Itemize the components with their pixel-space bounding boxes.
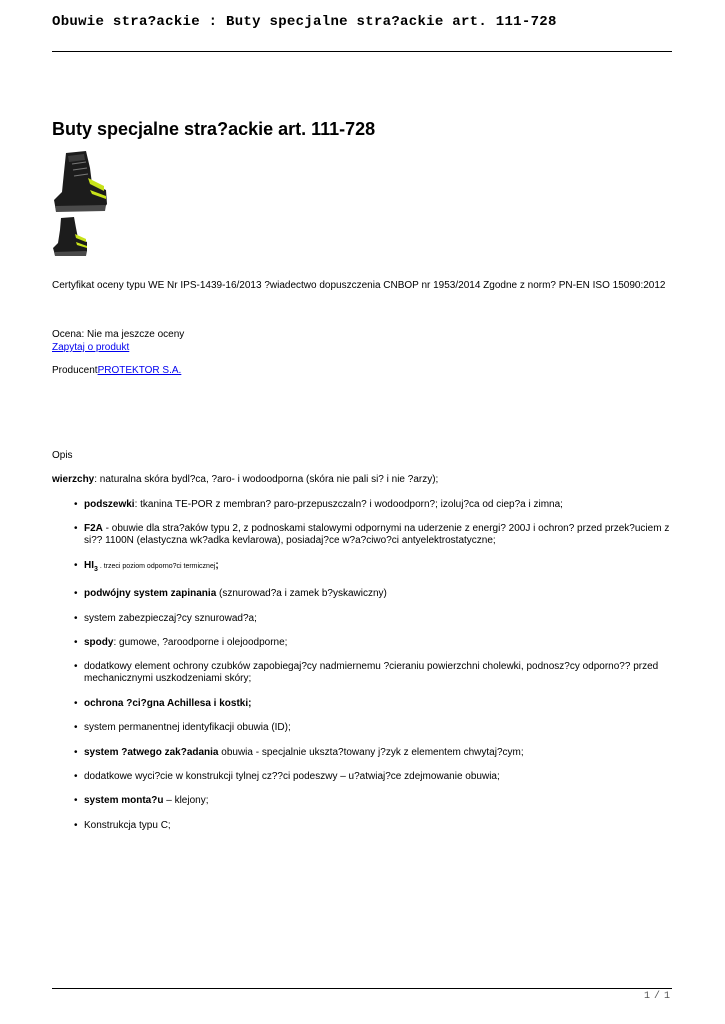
list-item: • Konstrukcja typu C; <box>52 820 677 832</box>
producer-label: Producent <box>52 365 98 376</box>
page-separator: / <box>653 991 660 1002</box>
footer-divider <box>52 988 672 989</box>
description-heading: Opis <box>52 450 73 461</box>
certificates-text: Certyfikat oceny typu WE Nr IPS-1439-16/2013 ?wiadectwo dopuszczenia CNBOP nr 1953/2014 Zgodne z norm? PN-EN ISO 15090:2012 <box>52 280 666 291</box>
rating-text: Ocena: Nie ma jeszcze oceny <box>52 329 185 340</box>
boot-icon <box>53 217 87 256</box>
current-page: 1 <box>643 991 650 1002</box>
boot-image-large[interactable] <box>52 150 108 214</box>
list-item: • dodatkowe wyci?cie w konstrukcji tylnej cz??ci podeszwy – u?atwiaj?ce zdejmowanie obuwia; <box>52 771 677 783</box>
intro-text: : naturalna skóra bydl?ca, ?aro- i wodoodporna (skóra nie pali si? i nie ?arzy); <box>94 474 439 485</box>
total-pages: 1 <box>663 991 670 1002</box>
list-item: • system permanentnej identyfikacji obuwia (ID); <box>52 722 677 734</box>
list-item: • ochrona ?ci?gna Achillesa i kostki; <box>52 698 677 710</box>
description-intro <box>52 474 438 485</box>
list-item: • podwójny system zapinania (sznurowad?a i zamek b?yskawiczny) <box>52 588 677 600</box>
list-item: • dodatkowy element ochrony czubków zapobiegaj?cy nadmiernemu ?cieraniu powierzchni cholewki, podnosz?cy odporno?? przed mechanicznymi uszkodzeniami skóry; <box>52 661 677 685</box>
list-item: • F2A - obuwie dla stra?aków typu 2, z podnoskami stalowymi odpornymi na uderzenie z energi? 200J i ochron? przed przek?uciem z si?? 1100N (elastyczna wk?adka kevlarowa), posiadaj?ce w?a?ciwo?ci antyelektrostatyczne; <box>52 523 677 547</box>
list-item: • podszewki: tkanina TE-POR z membran? paro-przepuszczaln? i wodoodporn?; izoluj?ca od ciep?a i zimna; <box>52 499 677 511</box>
boot-icon <box>54 151 107 212</box>
ask-about-product-link[interactable]: Zapytaj o produkt <box>52 342 130 353</box>
intro-bold: wierzchy <box>52 474 95 485</box>
features-list <box>52 499 677 844</box>
header-divider <box>52 51 672 52</box>
product-title: Buty specjalne stra?ackie art. 111-728 <box>52 119 376 139</box>
list-item: • system zabezpieczaj?cy sznurowad?a; <box>52 613 677 625</box>
list-item: • $HI_3$ . trzeci poziom odporno?ci termicznej; <box>52 560 677 576</box>
list-item: • system ?atwego zak?adania obuwia - specjalnie ukszta?towany j?zyk z elementem chwytaj?cym; <box>52 747 677 759</box>
list-item: • spody: gumowe, ?aroodporne i olejoodporne; <box>52 637 677 649</box>
producer-link[interactable]: PROTEKTOR S.A. <box>97 365 182 376</box>
list-item: • system monta?u – klejony; <box>52 795 677 807</box>
page-number <box>620 991 672 1002</box>
page-header: Obuwie stra?ackie : Buty specjalne stra?ackie art. 111-728 <box>52 14 557 30</box>
boot-image-small[interactable] <box>52 216 88 257</box>
